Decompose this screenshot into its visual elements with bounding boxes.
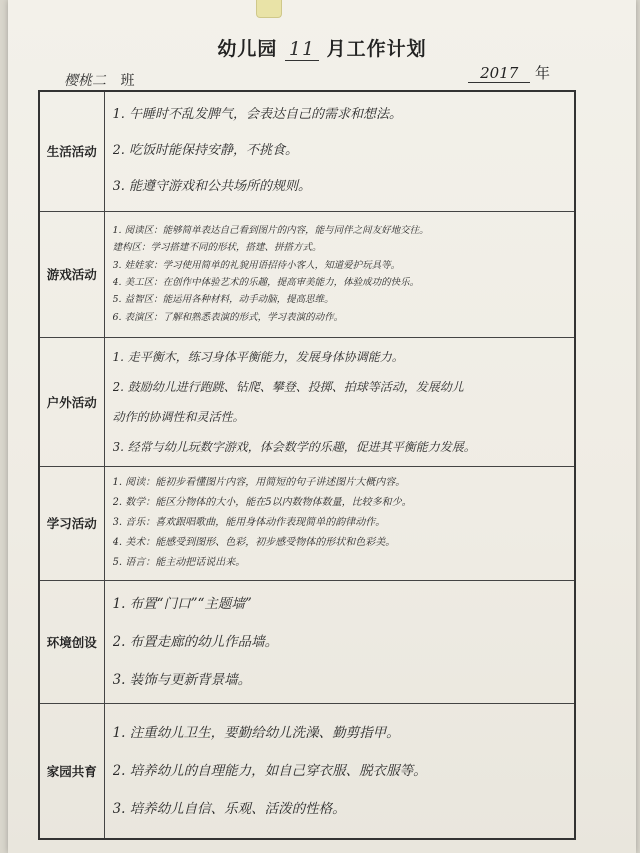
- section-item: 3. 能遵守游戏和公共场所的规则。: [112, 179, 312, 195]
- section-item: 4. 美术：能感受到图形、色彩，初步感受物体的形状和色彩美。: [112, 537, 396, 548]
- section-item: 1. 午睡时不乱发脾气，会表达自己的需求和想法。: [112, 107, 403, 123]
- section-item: 3. 娃娃家：学习使用简单的礼貌用语招待小客人，知道爱护玩具等。: [112, 259, 401, 271]
- section-item: 3. 装饰与更新背景墙。: [112, 671, 252, 688]
- section-item: 1. 注重幼儿卫生，要勤给幼儿洗澡、勤剪指甲。: [112, 724, 400, 741]
- section-item: 3. 音乐：喜欢跟唱歌曲，能用身体动作表现简单的韵律动作。: [112, 517, 386, 528]
- class-name: 樱桃二: [64, 73, 106, 89]
- paper-sheet: [8, 0, 636, 853]
- section-row-game: [39, 211, 575, 337]
- title-prefix: 幼儿园: [217, 38, 278, 60]
- section-item: 2. 布置走廊的幼儿作品墙。: [112, 633, 279, 650]
- section-items: [104, 91, 575, 211]
- plan-table: [38, 90, 576, 840]
- section-row-environment: [39, 580, 575, 703]
- section-row-home: [39, 703, 575, 839]
- section-item: 2. 数学：能区分物体的大小，能在5以内数物体数量，比较多和少。: [112, 497, 412, 508]
- section-item: 4. 美工区：在创作中体验艺术的乐趣，提高审美能力，体验成功的快乐。: [112, 277, 420, 288]
- section-row-outdoor: [39, 337, 575, 466]
- month-value: 11: [285, 38, 319, 61]
- section-item: 5. 益智区：能运用各种材料，动手动脑，提高思维。: [112, 294, 334, 306]
- page-title: [8, 34, 636, 61]
- section-row-life: [39, 91, 575, 211]
- section-label: 家园共育: [39, 703, 104, 839]
- section-item: 2. 培养幼儿的自理能力，如自己穿衣服、脱衣服等。: [112, 762, 427, 779]
- section-item: 6. 表演区：了解和熟悉表演的形式，学习表演的动作。: [112, 311, 344, 323]
- year-unit: 年: [534, 64, 550, 82]
- section-item: 5. 语言：能主动把话说出来。: [112, 557, 246, 568]
- class-field: [64, 70, 134, 90]
- section-item: 2. 吃饭时能保持安静，不挑食。: [112, 143, 299, 159]
- year-value: 2017: [468, 64, 530, 83]
- section-items: [104, 703, 575, 839]
- tape-strip: [256, 0, 282, 18]
- section-label: 户外活动: [39, 337, 104, 466]
- section-items: [104, 580, 575, 703]
- section-item: 1. 阅读区：能够简单表达自己看到图片的内容，能与同伴之间友好地交往。: [112, 224, 429, 236]
- section-item: 建构区：学习搭建不同的形状，搭建、拼搭方式。: [112, 242, 322, 254]
- section-label: 学习活动: [39, 466, 104, 580]
- title-suffix: 月工作计划: [326, 38, 427, 60]
- class-unit: 班: [120, 73, 135, 89]
- year-field: [468, 62, 550, 83]
- section-items: [104, 211, 575, 337]
- section-item: 1. 走平衡木，练习身体平衡能力，发展身体协调能力。: [112, 349, 404, 364]
- section-row-study: [39, 466, 575, 580]
- section-item: 动作的协调性和灵活性。: [112, 409, 245, 424]
- section-items: [104, 466, 575, 580]
- section-item: 3. 经常与幼儿玩数字游戏，体会数学的乐趣，促进其平衡能力发展。: [112, 439, 476, 454]
- section-label: 游戏活动: [39, 211, 104, 337]
- section-item: 3. 培养幼儿自信、乐观、活泼的性格。: [112, 800, 346, 817]
- section-items: [104, 337, 575, 466]
- section-item: 2. 鼓励幼儿进行跑跳、钻爬、攀登、投掷、拍球等活动，发展幼儿: [112, 379, 464, 394]
- section-item: 1. 布置“门口”“主题墙”: [112, 595, 252, 612]
- section-label: 环境创设: [39, 580, 104, 703]
- section-item: 1. 阅读：能初步看懂图片内容，用简短的句子讲述图片大概内容。: [112, 477, 406, 488]
- section-label: 生活活动: [39, 91, 104, 211]
